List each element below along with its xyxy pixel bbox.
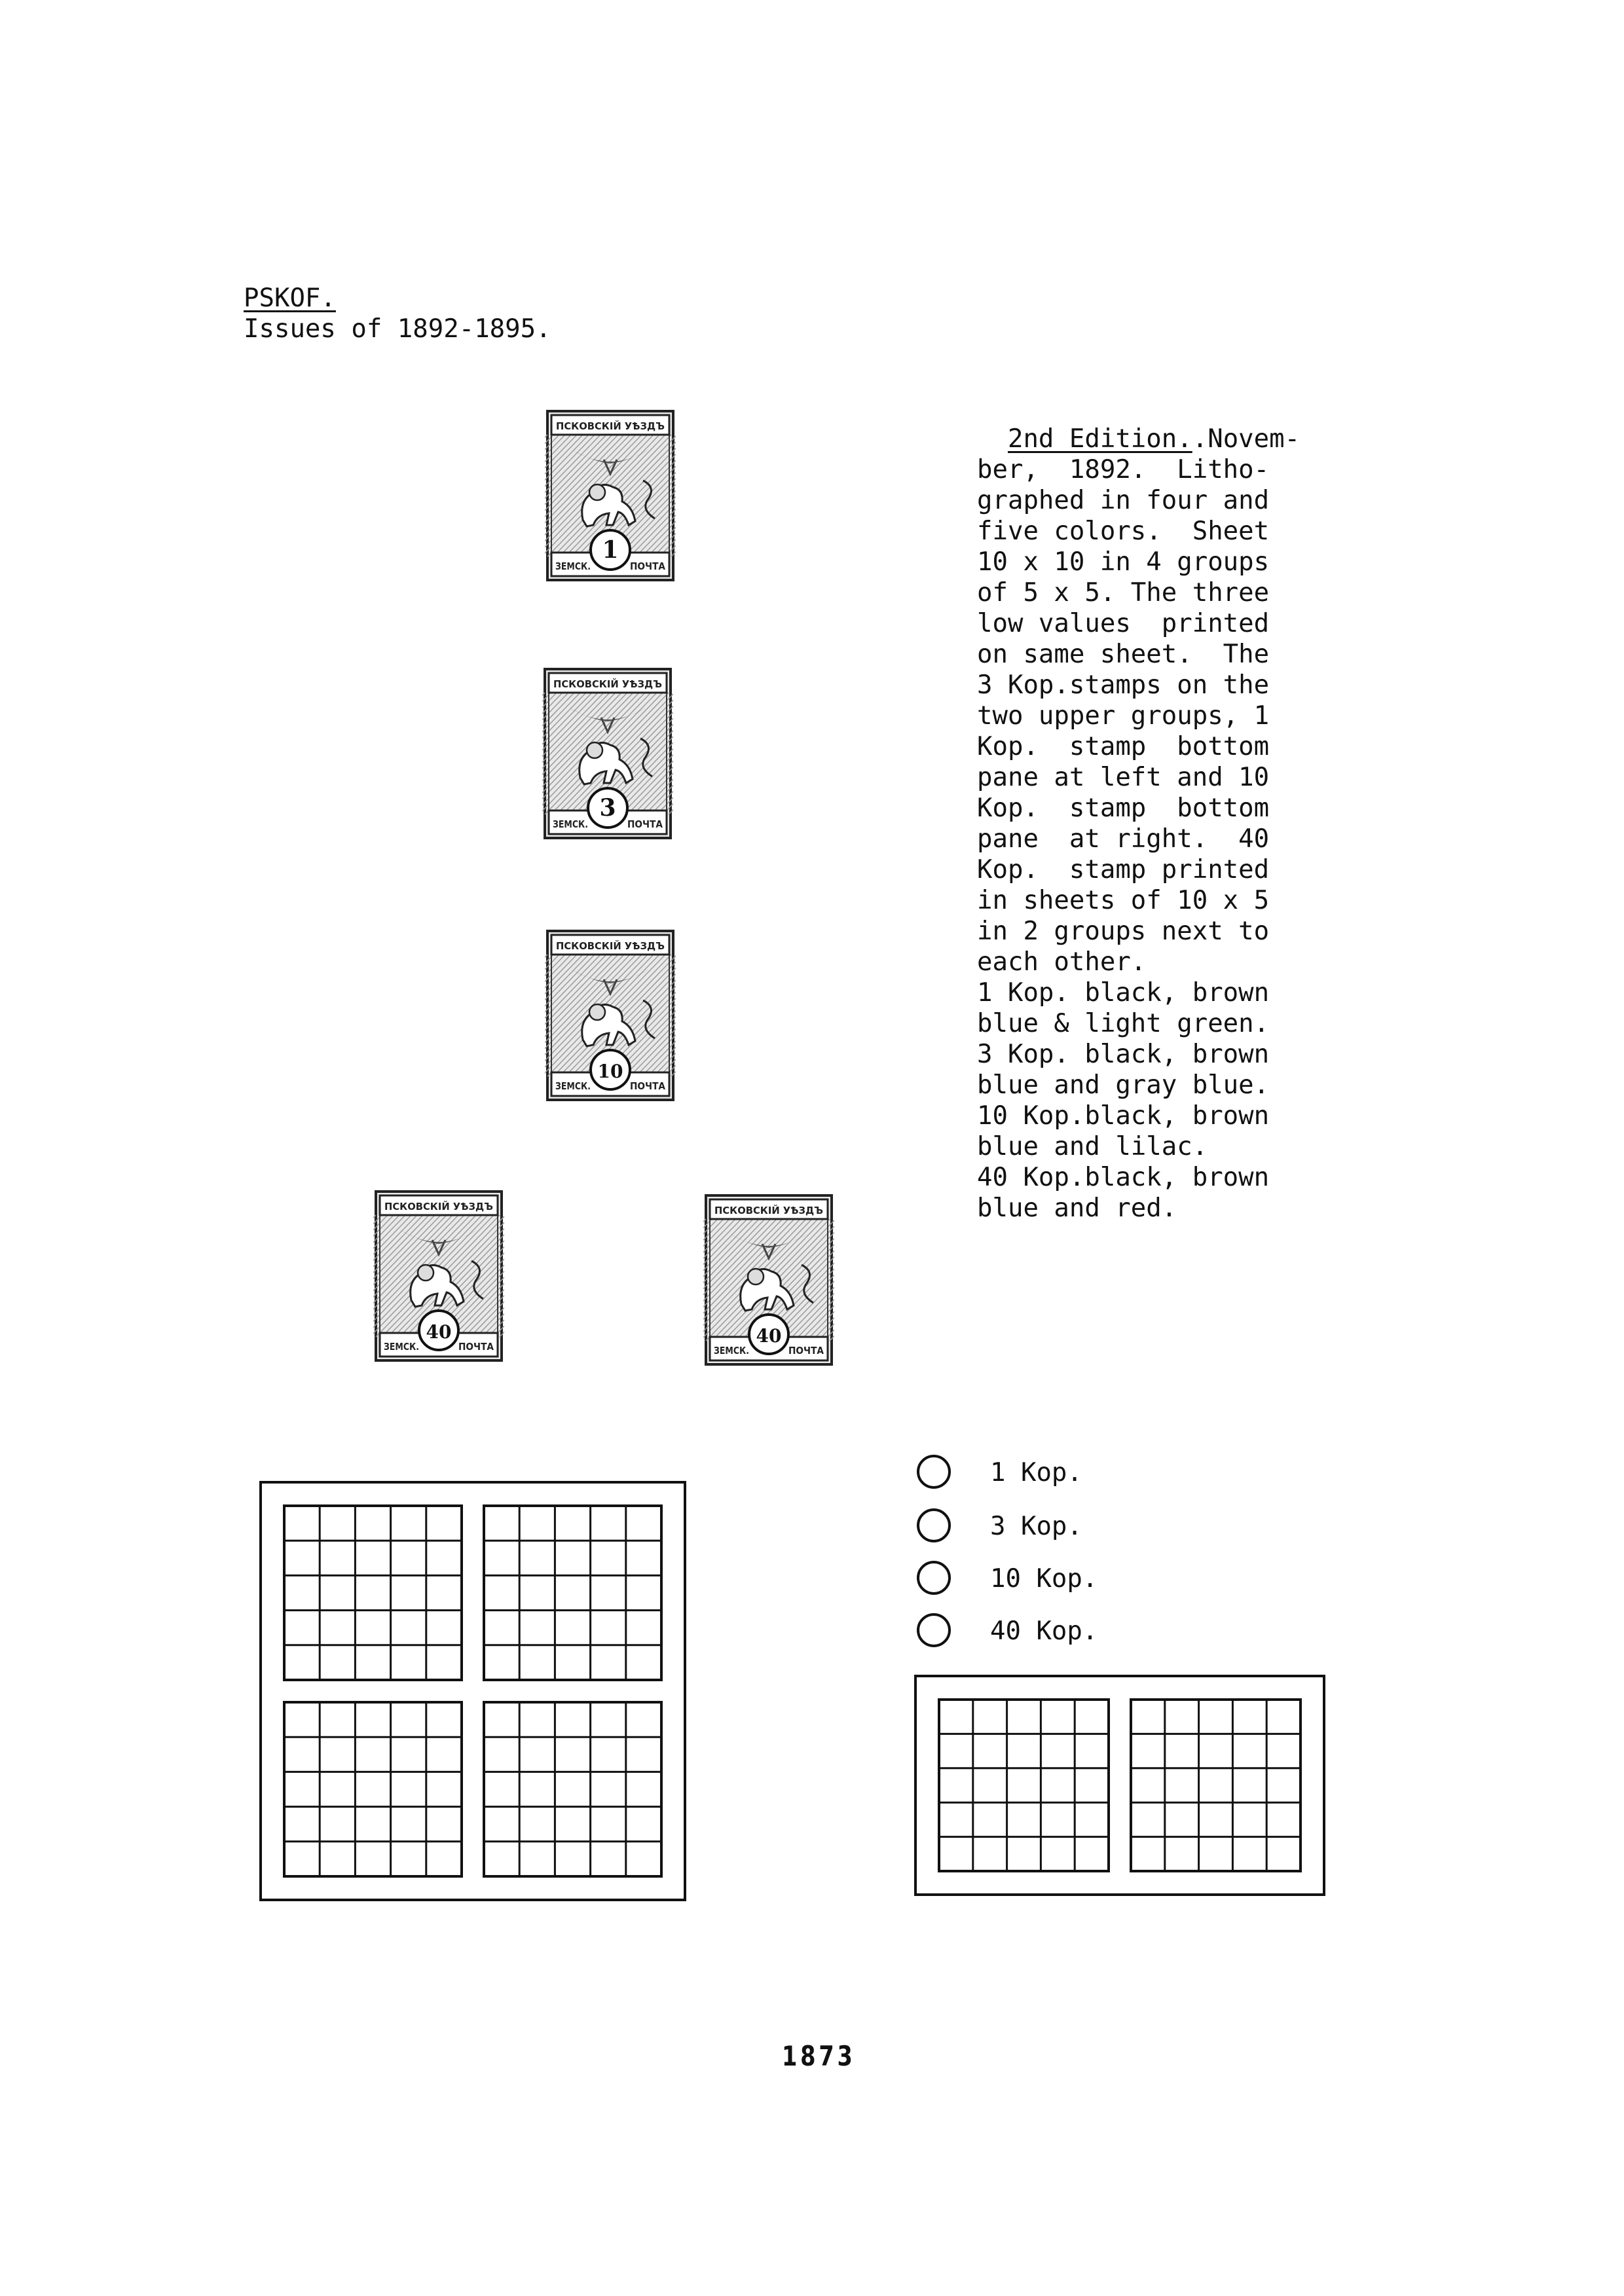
legend-item-3-kop (917, 1508, 1179, 1548)
description-line: low values printed (977, 609, 1270, 638)
stamp-bottom-left-text: ЗЕМСК. (555, 1080, 591, 1092)
sheet-pane (284, 1506, 462, 1680)
stamp-top-text: ПСКОВСКІЙ УѢЗДЪ (553, 678, 664, 690)
issue-description (977, 393, 1344, 1224)
stamp-bottom-right-text: ПОЧТА (458, 1341, 494, 1353)
description-line: 3 Kop.stamps on the (977, 670, 1270, 700)
stamp-value: 40 (756, 1325, 782, 1347)
description-line: 10 x 10 in 4 groups (977, 547, 1270, 577)
description-line: Kop. stamp bottom (977, 732, 1270, 761)
stamp-3-kop (542, 666, 673, 841)
stamp-bottom-left-text: ЗЕМСК. (555, 560, 591, 572)
description-line: blue and lilac. (977, 1132, 1208, 1161)
stamp-top-text: ПСКОВСКІЙ УѢЗДЪ (714, 1205, 825, 1216)
stamp-1-kop (545, 409, 676, 583)
description-line: in sheets of 10 x 5 (977, 886, 1270, 915)
stamp-illustration (545, 409, 676, 583)
stamp-value: 40 (426, 1321, 452, 1343)
stamp-40-kop-left (373, 1189, 504, 1363)
stamp-top-text: ПСКОВСКІЙ УѢЗДЪ (556, 940, 667, 952)
description-line: graphed in four and (977, 486, 1270, 515)
legend-item-1-kop (917, 1455, 1179, 1494)
sheet-pane (484, 1506, 661, 1680)
legend-label: 3 Kop. (990, 1512, 1082, 1541)
stamp-bottom-right-text: ПОЧТА (630, 560, 666, 572)
sheet-pane (1131, 1700, 1301, 1871)
stamp-bottom-right-text: ПОЧТА (627, 818, 663, 830)
stamp-10-kop (545, 928, 676, 1102)
legend-item-40-kop (917, 1613, 1179, 1652)
sheet-diagram-10x5 (914, 1675, 1325, 1899)
stamp-40-kop-right (703, 1193, 834, 1367)
page-number: 1873 (782, 2040, 856, 2072)
legend-label: 1 Kop. (990, 1458, 1082, 1487)
circle-icon (917, 1561, 951, 1595)
sheet-layout-drawing (914, 1675, 1325, 1896)
description-line: 3 Kop. black, brown (977, 1040, 1270, 1069)
description-line: Kop. stamp bottom (977, 793, 1270, 823)
stamp-illustration (703, 1193, 834, 1367)
stamp-bottom-left-text: ЗЕМСК. (384, 1341, 419, 1353)
stamp-bottom-left-text: ЗЕМСК. (553, 818, 588, 830)
legend-label: 40 Kop. (990, 1616, 1098, 1646)
description-line: five colors. Sheet (977, 517, 1270, 546)
description-line: pane at left and 10 (977, 763, 1270, 792)
stamp-top-text: ПСКОВСКІЙ УѢЗДЪ (384, 1201, 495, 1212)
stamp-value: 10 (597, 1061, 623, 1082)
circle-icon (917, 1613, 951, 1647)
description-line: ber, 1892. Litho- (977, 455, 1270, 484)
circle-icon (917, 1508, 951, 1542)
sheet-diagram-10x10 (259, 1481, 686, 1904)
sheet-layout-drawing (259, 1481, 686, 1901)
stamp-bottom-right-text: ПОЧТА (630, 1080, 666, 1092)
description-line: each other. (977, 947, 1147, 977)
description-line: 40 Kop.black, brown (977, 1163, 1270, 1192)
stamp-bottom-left-text: ЗЕМСК. (714, 1345, 749, 1357)
sheet-pane (284, 1702, 462, 1876)
description-line: .Novem- (1192, 424, 1301, 454)
description-line: pane at right. 40 (977, 824, 1270, 854)
stamp-illustration (545, 928, 676, 1102)
circle-icon (917, 1455, 951, 1489)
description-line: on same sheet. The (977, 640, 1270, 669)
stamp-top-text: ПСКОВСКІЙ УѢЗДЪ (556, 420, 667, 432)
stamp-value: 1 (602, 536, 619, 564)
description-line: 1 Kop. black, brown (977, 978, 1270, 1008)
legend-label: 10 Kop. (990, 1564, 1098, 1594)
description-line: in 2 groups next to (977, 917, 1270, 946)
stamp-illustration (542, 666, 673, 841)
page-heading (244, 283, 551, 344)
description-line: blue & light green. (977, 1009, 1270, 1038)
stamp-value: 3 (599, 794, 616, 822)
stamp-illustration (373, 1189, 504, 1363)
sheet-pane (939, 1700, 1109, 1871)
description-line: two upper groups, 1 (977, 701, 1270, 731)
heading-subtitle: Issues of 1892-1895. (244, 314, 551, 344)
sheet-pane (484, 1702, 661, 1876)
description-line: 10 Kop.black, brown (977, 1101, 1270, 1131)
edition-label: 2nd Edition. (1007, 424, 1192, 454)
description-line: blue and red. (977, 1194, 1177, 1223)
description-line: Kop. stamp printed (977, 855, 1270, 884)
description-line: blue and gray blue. (977, 1070, 1270, 1100)
description-line: of 5 x 5. The three (977, 578, 1270, 608)
heading-title: PSKOF. (244, 283, 336, 313)
stamp-bottom-right-text: ПОЧТА (788, 1345, 824, 1357)
legend-item-10-kop (917, 1561, 1179, 1600)
